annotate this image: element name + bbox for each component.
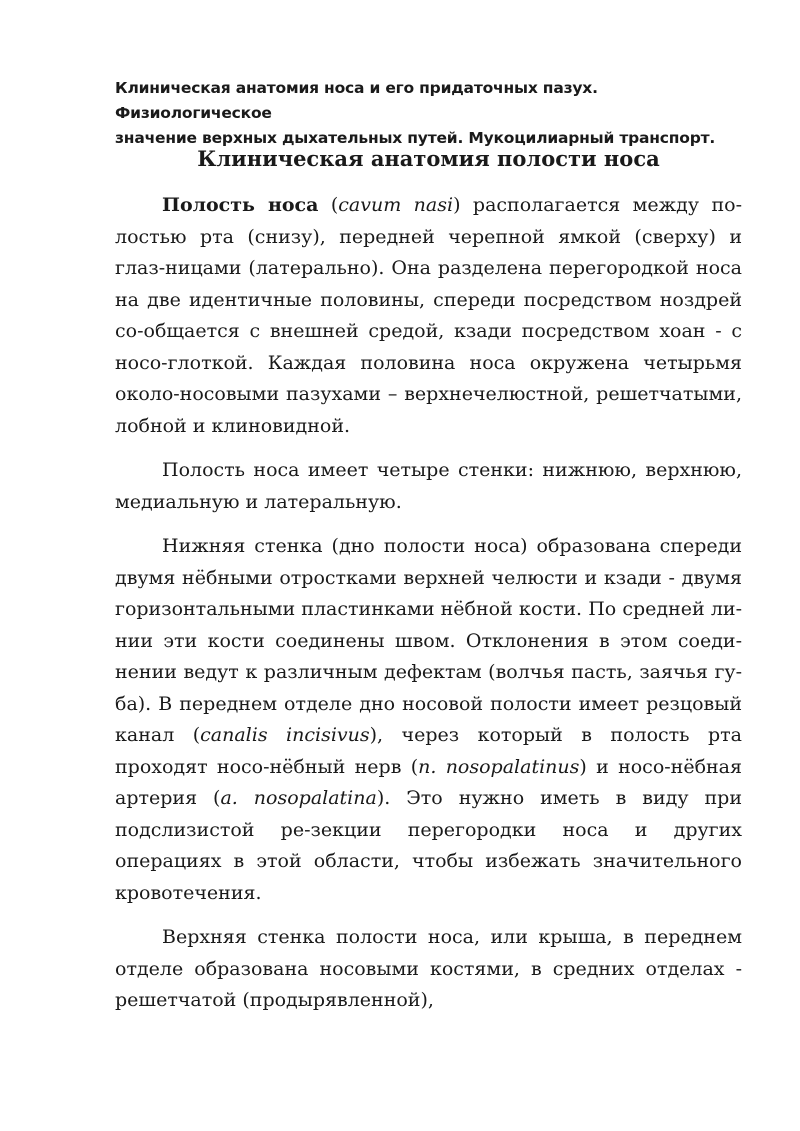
section-title: Клиническая анатомия полости носа <box>197 146 660 171</box>
term-nasal-cavity: Полость носа <box>162 194 319 216</box>
latin-term: a. nosopalatina <box>220 787 377 809</box>
paragraph-nasal-cavity <box>115 190 742 442</box>
paragraph-upper-wall: Верхняя стенка полости носа, или крыша, в переднем отделе образована носовыми костями, в средних отделах - решетчатой (продырявленной), <box>115 926 742 1011</box>
paragraph-text: ) и носо-нёбная артерия ( <box>115 755 742 809</box>
header-line-1: Клиническая анатомия носа и его придаточных пазух. Физиологическое <box>115 79 598 122</box>
latin-term: n. nosopalatinus <box>418 755 580 778</box>
body-text <box>115 190 742 1030</box>
paragraph-lower-wall <box>115 531 742 909</box>
latin-term: cavum nasi <box>338 194 454 216</box>
paren-open: ( <box>318 194 339 216</box>
paragraph-text: ). Это нужно иметь в виду при подслизистой ре-зекции перегородки носа и других операциях в этой области, чтобы избежать значительного кровотечения. <box>115 787 742 904</box>
document-header <box>115 76 755 151</box>
paragraph-text: ), через который в полость рта проходят носо-нёбный нерв ( <box>115 724 742 778</box>
latin-term: canalis incisivus <box>200 724 370 746</box>
paragraph-text: ) располагается между по-лостью рта (снизу), передней черепной ямкой (сверху) и глаз-ницами (латерально). Она разделена перегородкой носа на две идентичные половины, спереди посредством ноздрей со-общается с внешней средой, кзади посредством хоан - с носо-глоткой. Каждая половина носа окружена четырьмя около-носовыми пазухами – верхнечелюстной, решетчатыми, лобной и клиновидной. <box>115 194 743 437</box>
header-line-2: значение верхных дыхательных путей. Мукоцилиарный транспорт. <box>115 129 716 147</box>
paragraph-walls: Полость носа имеет четыре стенки: нижнюю, верхнюю, медиальную и латеральную. <box>115 459 742 513</box>
paragraph-text: Нижняя стенка (дно полости носа) образована спереди двумя нёбными отростками верхней челюсти и кзади - двумя горизонтальными пластинками нёбной кости. По средней ли-нии эти кости соединены швом. Отклонения в этом соеди-нении ведут к различным дефектам (волчья пасть, заячья гу-ба). В переднем отделе дно носовой полости имеет резцовый канал ( <box>115 535 742 746</box>
